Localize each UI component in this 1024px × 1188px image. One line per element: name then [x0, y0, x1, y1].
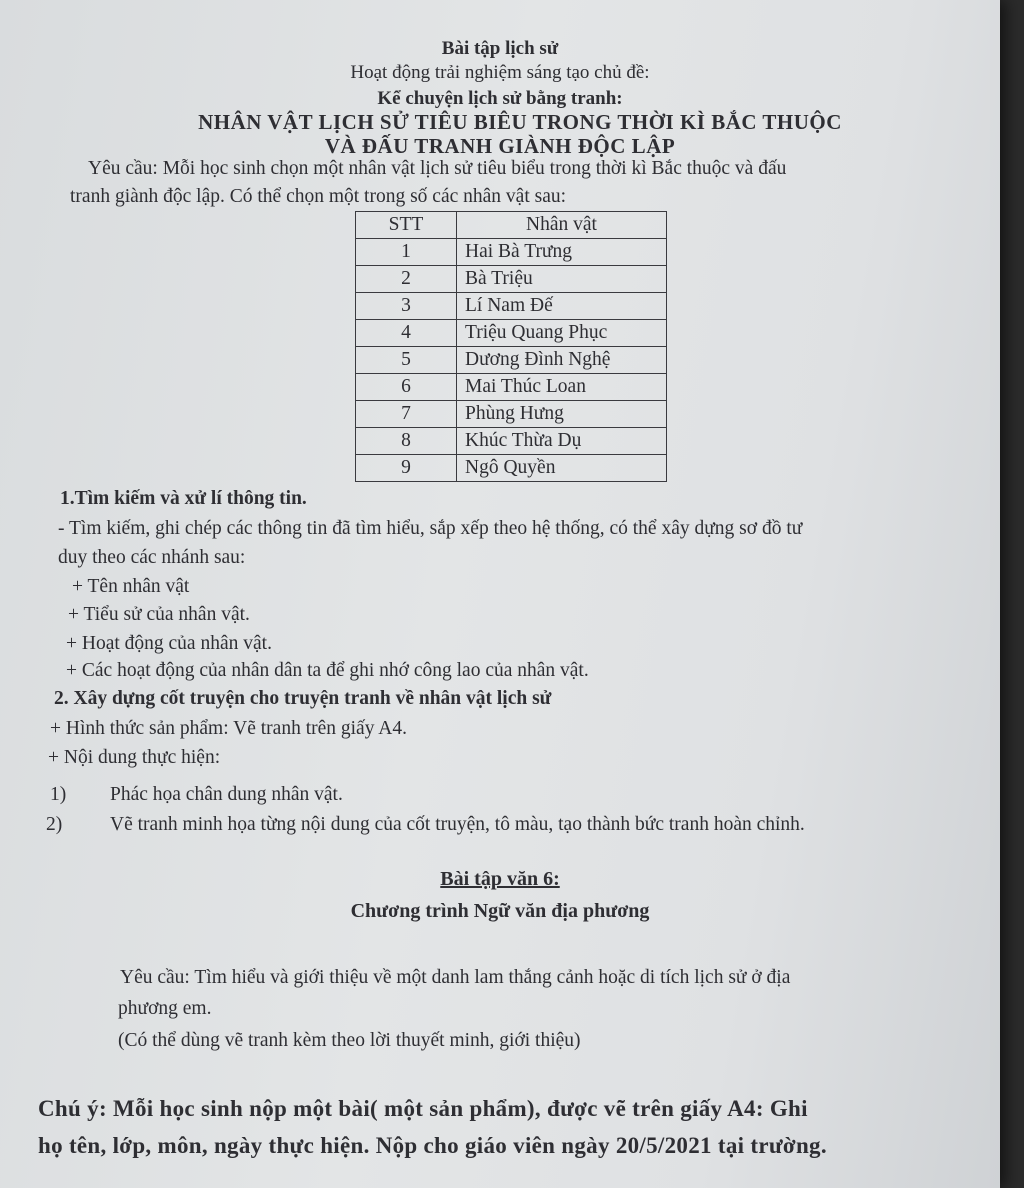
row-character: Mai Thúc Loan: [457, 374, 667, 401]
header-stt: STT: [356, 212, 457, 239]
table-row: [356, 320, 667, 347]
table-row: [356, 455, 667, 482]
section1-heading: 1.Tìm kiếm và xử lí thông tin.: [60, 488, 307, 509]
section1-line-2: duy theo các nhánh sau:: [58, 547, 246, 568]
table-row: [356, 428, 667, 455]
literature-line-3: (Có thể dùng vẽ tranh kèm theo lời thuyết minh, giới thiệu): [118, 1030, 581, 1051]
table-row: [356, 401, 667, 428]
row-character: Khúc Thừa Dụ: [457, 428, 667, 455]
literature-line-2: phương em.: [118, 998, 212, 1019]
row-number: 8: [356, 428, 457, 455]
row-character: Dương Đình Nghệ: [457, 347, 667, 374]
table-row: [356, 374, 667, 401]
note-line-2: họ tên, lớp, môn, ngày thực hiện. Nộp cho giáo viên ngày 20/5/2021 tại trường.: [38, 1133, 827, 1158]
table-row: [356, 266, 667, 293]
row-number: 4: [356, 320, 457, 347]
table-header-row: [356, 212, 667, 239]
section2-heading: 2. Xây dựng cốt truyện cho truyện tranh về nhân vật lịch sử: [54, 688, 552, 709]
table-row: [356, 293, 667, 320]
step-text: Phác họa chân dung nhân vật.: [110, 784, 343, 805]
literature-title: Bài tập văn 6:: [440, 868, 560, 890]
document-title: Bài tập lịch sử: [441, 38, 559, 59]
step-text: Vẽ tranh minh họa từng nội dung của cốt truyện, tô màu, tạo thành bức tranh hoàn chỉnh.: [110, 814, 805, 835]
character-table: [355, 211, 667, 482]
note-line-1: Chú ý: Mỗi học sinh nộp một bài( một sản phẩm), được vẽ trên giấy A4: Ghi: [38, 1096, 808, 1121]
list-item: + Các hoạt động của nhân dân ta để ghi nhớ công lao của nhân vật.: [66, 660, 589, 681]
list-item: + Hoạt động của nhân vật.: [66, 633, 272, 654]
topic-line-2: VÀ ĐẤU TRANH GIÀNH ĐỘC LẬP: [324, 134, 676, 158]
literature-subtitle: Chương trình Ngữ văn địa phương: [350, 900, 650, 922]
row-character: Hai Bà Trưng: [457, 239, 667, 266]
intro-line-2: tranh giành độc lập. Có thể chọn một trong số các nhân vật sau:: [70, 186, 567, 207]
row-number: 3: [356, 293, 457, 320]
literature-line-1: Yêu cầu: Tìm hiểu và giới thiệu về một danh lam thắng cảnh hoặc di tích lịch sử ở địa: [120, 967, 791, 988]
section2-line-2: + Nội dung thực hiện:: [48, 747, 221, 768]
row-character: Lí Nam Đế: [457, 293, 667, 320]
topic-line-1: NHÂN VẬT LỊCH SỬ TIÊU BIÊU TRONG THỜI KÌ BẮC THUỘC: [198, 110, 842, 134]
row-character: Bà Triệu: [457, 266, 667, 293]
list-item: + Tên nhân vật: [72, 576, 190, 597]
section2-line-1: + Hình thức sản phẩm: Vẽ tranh trên giấy A4.: [50, 718, 407, 739]
row-number: 6: [356, 374, 457, 401]
row-character: Triệu Quang Phục: [457, 320, 667, 347]
row-number: 7: [356, 401, 457, 428]
row-character: Phùng Hưng: [457, 401, 667, 428]
table-row: [356, 239, 667, 266]
row-number: 2: [356, 266, 457, 293]
row-number: 1: [356, 239, 457, 266]
header-character: Nhân vật: [457, 212, 667, 239]
row-character: Ngô Quyền: [457, 455, 667, 482]
row-number: 5: [356, 347, 457, 374]
row-number: 9: [356, 455, 457, 482]
activity-theme: Kể chuyện lịch sử bằng tranh:: [377, 88, 623, 109]
table-row: [356, 347, 667, 374]
section1-line-1: - Tìm kiếm, ghi chép các thông tin đã tìm hiểu, sắp xếp theo hệ thống, có thể xây dựng sơ đồ tư: [58, 518, 803, 539]
list-item: + Tiểu sử của nhân vật.: [68, 604, 250, 625]
activity-subtitle: Hoạt động trải nghiệm sáng tạo chủ đề:: [350, 62, 650, 83]
step-number: 2): [46, 814, 63, 835]
intro-line-1: Yêu cầu: Mỗi học sinh chọn một nhân vật lịch sử tiêu biểu trong thời kì Bắc thuộc và đấu: [88, 158, 787, 179]
step-number: 1): [50, 784, 67, 805]
